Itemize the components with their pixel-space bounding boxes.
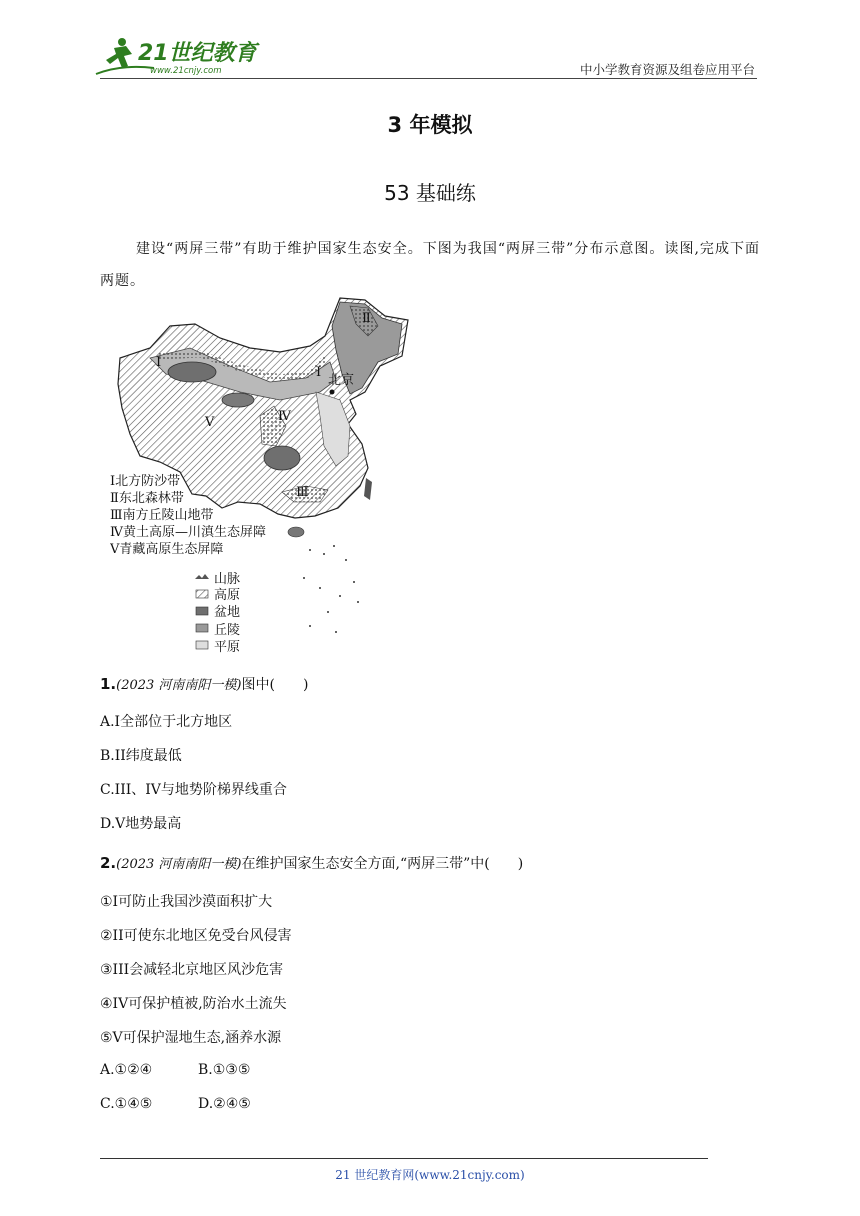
question-2-stem (100, 853, 523, 873)
site-logo (92, 34, 262, 78)
map-label-zone-5: Ⅴ (205, 415, 215, 430)
intro-paragraph: 建设“两屏三带”有助于维护国家生态安全。下图为我国“两屏三带”分布示意图。读图,完成下面两题。 (100, 241, 760, 289)
logo-text: 21世纪教育 (138, 41, 257, 66)
question-1-stem (100, 674, 308, 694)
legend-zone-5: Ⅴ青藏高原生态屏障 (110, 542, 224, 557)
legend-terrain-hills: 丘陵 (214, 623, 241, 638)
question-2-source: (2023 河南南阳一模) (116, 857, 242, 872)
header-platform-text: 中小学教育资源及组卷应用平台 (579, 62, 755, 77)
plain-swatch (196, 641, 208, 649)
question-1-text: 图中( ) (241, 677, 309, 693)
q2-statement-3: ③III会减轻北京地区风沙危害 (100, 962, 284, 978)
map-label-beijing: 北京 (328, 373, 355, 388)
footer-divider (100, 1158, 708, 1159)
logo-url: www.21cnjy.com (150, 66, 222, 76)
china-ecological-map (110, 296, 420, 661)
question-1-source: (2023 河南南阳一模) (116, 678, 242, 693)
map-label-zone-2: Ⅱ (362, 311, 371, 326)
q2-option-c: C.①④⑤ (100, 1096, 153, 1112)
q1-option-b: B.II纬度最低 (100, 748, 182, 764)
header-divider (100, 78, 757, 79)
question-2-number: 2. (100, 854, 117, 872)
hills-swatch (196, 624, 208, 632)
map-label-zone-1: Ⅰ (156, 355, 162, 370)
q1-option-a: A.I全部位于北方地区 (100, 714, 233, 730)
plateau-swatch (196, 590, 208, 598)
beijing-marker (330, 390, 335, 395)
mountain-icon (195, 574, 209, 579)
footer-link[interactable]: 21 世纪教育网(www.21cnjy.com) (335, 1168, 525, 1182)
q2-statement-2: ②II可使东北地区免受台风侵害 (100, 928, 292, 944)
map-label-zone-1-east: Ⅰ (316, 365, 322, 380)
section-subtitle: 53 基础练 (384, 181, 476, 205)
q2-statement-1: ①I可防止我国沙漠面积扩大 (100, 894, 273, 910)
q1-option-c: C.III、IV与地势阶梯界线重合 (100, 782, 287, 798)
q2-statement-5: ⑤V可保护湿地生态,涵养水源 (100, 1030, 282, 1046)
legend-terrain-basin: 盆地 (214, 605, 241, 620)
legend-zone-1: Ⅰ北方防沙带 (110, 474, 181, 489)
legend-zone-4: Ⅳ黄土高原—川滇生态屏障 (110, 525, 266, 540)
q2-option-b: B.①③⑤ (198, 1062, 251, 1078)
q2-statement-4: ④IV可保护植被,防治水土流失 (100, 996, 287, 1012)
legend-terrain-plateau: 高原 (214, 588, 241, 603)
q1-option-d: D.V地势最高 (100, 816, 182, 832)
q2-option-d: D.②④⑤ (198, 1096, 251, 1112)
q2-option-a: A.①②④ (100, 1062, 153, 1078)
map-label-zone-3: Ⅲ (296, 485, 309, 500)
legend-terrain-mountain: 山脉 (214, 572, 241, 587)
legend-terrain-plain: 平原 (214, 640, 241, 655)
question-1-number: 1. (100, 675, 117, 693)
legend-zone-2: Ⅱ东北森林带 (110, 491, 184, 506)
legend-zone-3: Ⅲ南方丘陵山地带 (110, 508, 214, 523)
map-label-zone-4: Ⅳ (278, 409, 291, 424)
question-2-text: 在维护国家生态安全方面,“两屏三带”中( ) (241, 856, 524, 872)
basin-swatch (196, 607, 208, 615)
page-title: 3 年模拟 (387, 113, 473, 137)
